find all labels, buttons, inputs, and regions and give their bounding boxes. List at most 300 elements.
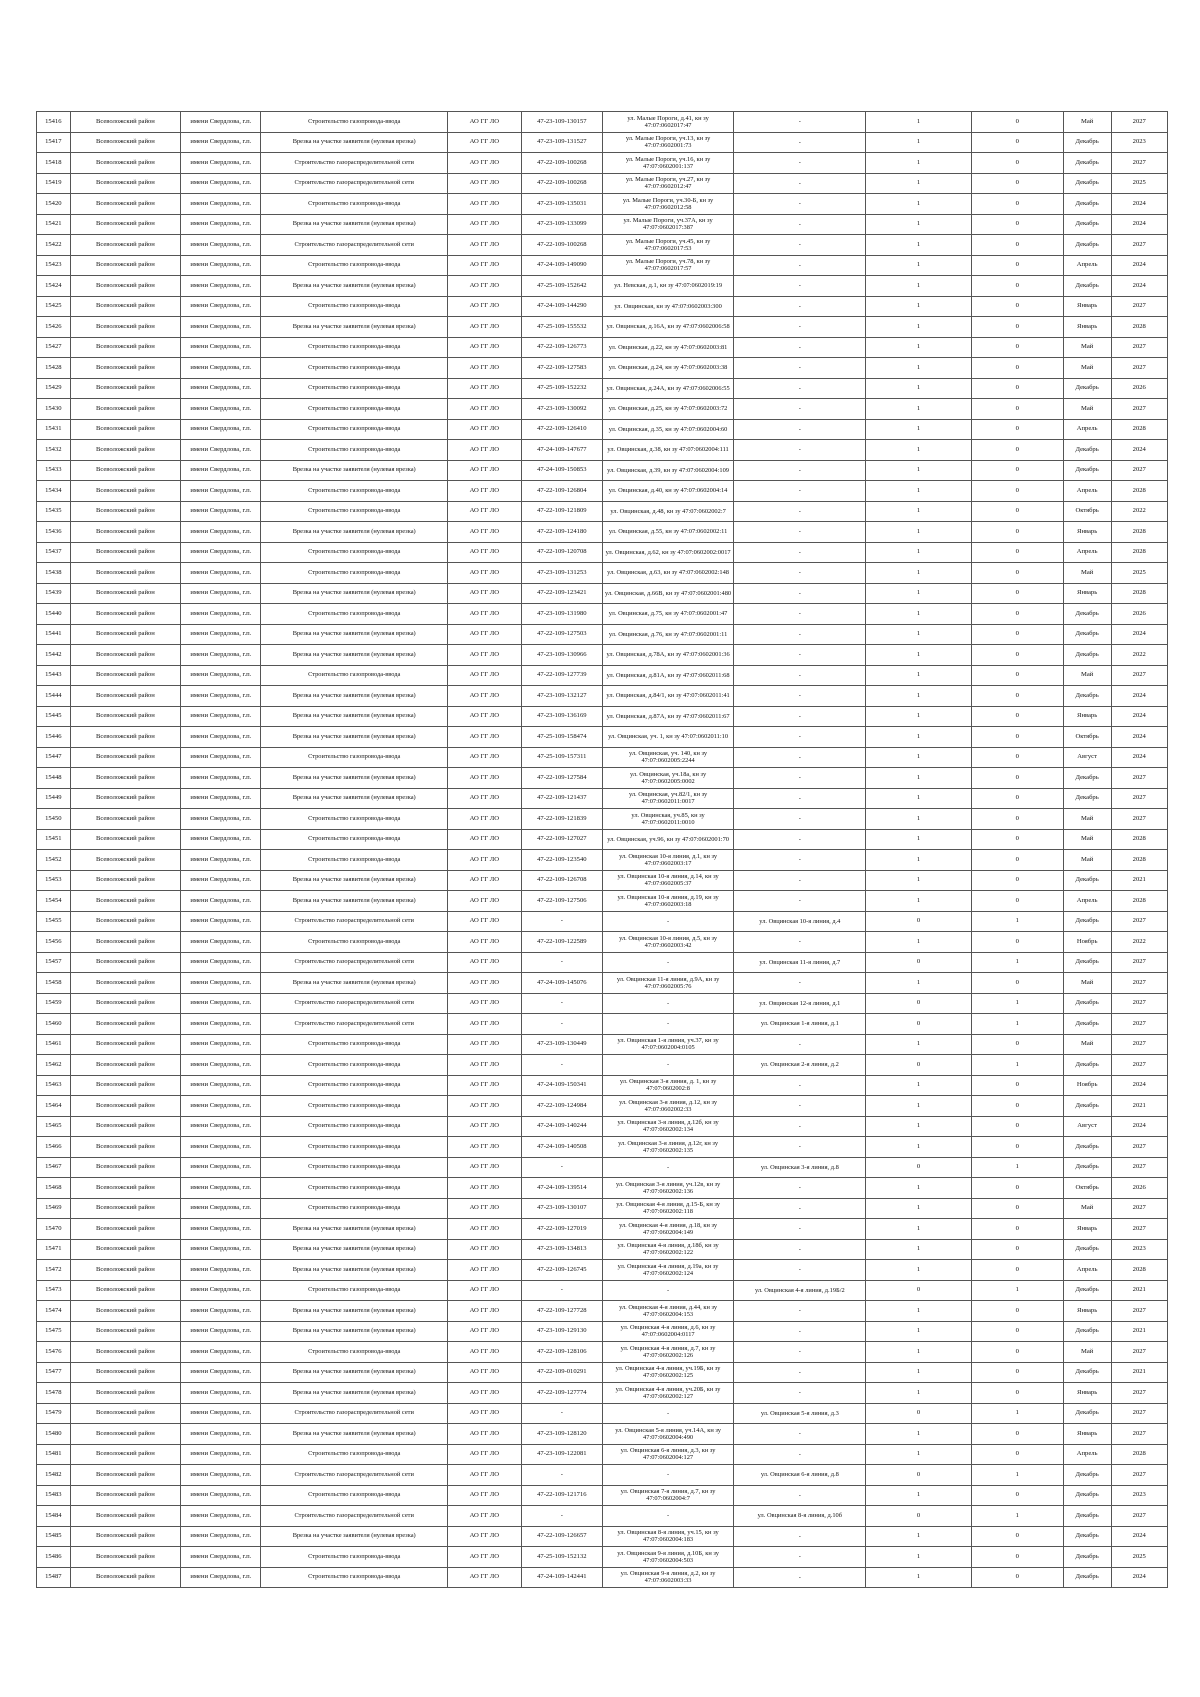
district-cell: Всеволожский район	[70, 153, 181, 174]
count-b-cell: 0	[971, 214, 1063, 235]
object-address-cell: -	[734, 829, 866, 850]
table-row	[37, 952, 1168, 973]
row-number-cell: 15444	[37, 686, 71, 707]
count-a-cell: 1	[866, 501, 971, 522]
table-row	[37, 686, 1168, 707]
table-row	[37, 1342, 1168, 1363]
month-cell: Май	[1063, 337, 1111, 358]
application-number-cell: 47-24-109-147677	[521, 440, 602, 461]
work-type-cell: Врезка на участке заявителя (нулевая врезка)	[261, 788, 448, 809]
work-type-cell: Строительство газораспределительной сети	[261, 153, 448, 174]
table-row	[37, 809, 1168, 830]
object-address-cell: -	[734, 1178, 866, 1199]
row-number-cell: 15448	[37, 768, 71, 789]
year-cell: 2021	[1111, 1280, 1168, 1301]
district-cell: Всеволожский район	[70, 481, 181, 502]
count-b-cell: 1	[971, 1280, 1063, 1301]
object-address-cell: -	[734, 1219, 866, 1240]
year-cell: 2028	[1111, 542, 1168, 563]
settlement-cell: имени Свердлова, г.п.	[181, 399, 261, 420]
month-cell: Декабрь	[1063, 132, 1111, 153]
count-a-cell: 1	[866, 645, 971, 666]
year-cell: 2027	[1111, 337, 1168, 358]
row-number-cell: 15464	[37, 1096, 71, 1117]
year-cell: 2028	[1111, 522, 1168, 543]
count-a-cell: 1	[866, 686, 971, 707]
address-cadastral-cell: ул. Овцинская 1-я линия, уч.37, кн зу 47:07:0602004:0105	[602, 1034, 733, 1055]
district-cell: Всеволожский район	[70, 419, 181, 440]
organization-cell: АО ГГ ЛО	[447, 1075, 521, 1096]
settlement-cell: имени Свердлова, г.п.	[181, 665, 261, 686]
application-number-cell: -	[521, 1280, 602, 1301]
work-type-cell: Строительство газопровода-ввода	[261, 255, 448, 276]
count-a-cell: 1	[866, 850, 971, 871]
work-type-cell: Строительство газопровода-ввода	[261, 112, 448, 133]
row-number-cell: 15427	[37, 337, 71, 358]
settlement-cell: имени Свердлова, г.п.	[181, 1383, 261, 1404]
count-b-cell: 1	[971, 952, 1063, 973]
table-row	[37, 1280, 1168, 1301]
year-cell: 2025	[1111, 1547, 1168, 1568]
year-cell: 2027	[1111, 1301, 1168, 1322]
work-type-cell: Строительство газопровода-ввода	[261, 1075, 448, 1096]
table-row	[37, 399, 1168, 420]
count-a-cell: 1	[866, 1178, 971, 1199]
object-address-cell: -	[734, 440, 866, 461]
row-number-cell: 15460	[37, 1014, 71, 1035]
count-b-cell: 0	[971, 1444, 1063, 1465]
address-cadastral-cell: ул. Овцинская, д.24, кн зу 47:07:0602003:38	[602, 358, 733, 379]
settlement-cell: имени Свердлова, г.п.	[181, 214, 261, 235]
count-b-cell: 0	[971, 973, 1063, 994]
application-number-cell: -	[521, 1055, 602, 1076]
settlement-cell: имени Свердлова, г.п.	[181, 1424, 261, 1445]
row-number-cell: 15432	[37, 440, 71, 461]
address-cadastral-cell: ул. Овцинская, д.66В, кн зу 47:07:0602001:480	[602, 583, 733, 604]
object-address-cell: -	[734, 1301, 866, 1322]
count-a-cell: 1	[866, 563, 971, 584]
organization-cell: АО ГГ ЛО	[447, 870, 521, 891]
organization-cell: АО ГГ ЛО	[447, 317, 521, 338]
organization-cell: АО ГГ ЛО	[447, 583, 521, 604]
year-cell: 2024	[1111, 440, 1168, 461]
settlement-cell: имени Свердлова, г.п.	[181, 809, 261, 830]
year-cell: 2027	[1111, 296, 1168, 317]
table-row	[37, 891, 1168, 912]
count-a-cell: 0	[866, 993, 971, 1014]
table-row	[37, 1547, 1168, 1568]
organization-cell: АО ГГ ЛО	[447, 214, 521, 235]
district-cell: Всеволожский район	[70, 624, 181, 645]
district-cell: Всеволожский район	[70, 440, 181, 461]
application-number-cell: -	[521, 1403, 602, 1424]
district-cell: Всеволожский район	[70, 337, 181, 358]
work-type-cell: Строительство газопровода-ввода	[261, 809, 448, 830]
count-b-cell: 0	[971, 112, 1063, 133]
table-row	[37, 522, 1168, 543]
address-cadastral-cell: ул. Овцинская, д.78А, кн зу 47:07:0602001:36	[602, 645, 733, 666]
object-address-cell: -	[734, 1444, 866, 1465]
work-type-cell: Строительство газораспределительной сети	[261, 1403, 448, 1424]
organization-cell: АО ГГ ЛО	[447, 255, 521, 276]
object-address-cell: -	[734, 1485, 866, 1506]
count-a-cell: 1	[866, 112, 971, 133]
row-number-cell: 15480	[37, 1424, 71, 1445]
month-cell: Декабрь	[1063, 153, 1111, 174]
organization-cell: АО ГГ ЛО	[447, 1362, 521, 1383]
row-number-cell: 15485	[37, 1526, 71, 1547]
count-b-cell: 0	[971, 235, 1063, 256]
address-cadastral-cell: ул. Овцинская, д.87А, кн зу 47:07:0602011:67	[602, 706, 733, 727]
row-number-cell: 15418	[37, 153, 71, 174]
object-address-cell: ул. Овцинская 6-я линия, д.8	[734, 1465, 866, 1486]
district-cell: Всеволожский район	[70, 665, 181, 686]
address-cadastral-cell: ул. Малые Пороги, уч.45, кн зу 47:07:0602017:53	[602, 235, 733, 256]
object-address-cell: -	[734, 153, 866, 174]
table-row	[37, 481, 1168, 502]
work-type-cell: Врезка на участке заявителя (нулевая врезка)	[261, 1260, 448, 1281]
table-row	[37, 604, 1168, 625]
settlement-cell: имени Свердлова, г.п.	[181, 973, 261, 994]
object-address-cell: -	[734, 1075, 866, 1096]
address-cadastral-cell: ул. Овцинская 8-я линия, уч.15, кн зу 47:07:0602004:183	[602, 1526, 733, 1547]
application-number-cell: -	[521, 993, 602, 1014]
work-type-cell: Строительство газопровода-ввода	[261, 419, 448, 440]
organization-cell: АО ГГ ЛО	[447, 665, 521, 686]
count-a-cell: 1	[866, 1321, 971, 1342]
district-cell: Всеволожский район	[70, 112, 181, 133]
application-number-cell: 47-23-109-129130	[521, 1321, 602, 1342]
count-a-cell: 1	[866, 624, 971, 645]
address-cadastral-cell: ул. Малые Пороги, уч.27, кн зу 47:07:0602012:47	[602, 173, 733, 194]
month-cell: Январь	[1063, 317, 1111, 338]
application-number-cell: 47-23-109-122081	[521, 1444, 602, 1465]
application-number-cell: 47-22-109-126410	[521, 419, 602, 440]
month-cell: Апрель	[1063, 891, 1111, 912]
month-cell: Декабрь	[1063, 1239, 1111, 1260]
year-cell: 2027	[1111, 460, 1168, 481]
object-address-cell: -	[734, 419, 866, 440]
settlement-cell: имени Свердлова, г.п.	[181, 624, 261, 645]
table-row	[37, 378, 1168, 399]
object-address-cell: -	[734, 214, 866, 235]
row-number-cell: 15417	[37, 132, 71, 153]
district-cell: Всеволожский район	[70, 1075, 181, 1096]
district-cell: Всеволожский район	[70, 706, 181, 727]
month-cell: Декабрь	[1063, 993, 1111, 1014]
count-a-cell: 1	[866, 1260, 971, 1281]
district-cell: Всеволожский район	[70, 973, 181, 994]
application-number-cell: 47-24-109-140508	[521, 1137, 602, 1158]
month-cell: Май	[1063, 1342, 1111, 1363]
settlement-cell: имени Свердлова, г.п.	[181, 317, 261, 338]
application-number-cell: 47-23-109-131527	[521, 132, 602, 153]
month-cell: Декабрь	[1063, 768, 1111, 789]
settlement-cell: имени Свердлова, г.п.	[181, 1178, 261, 1199]
count-b-cell: 0	[971, 1034, 1063, 1055]
count-b-cell: 0	[971, 419, 1063, 440]
settlement-cell: имени Свердлова, г.п.	[181, 358, 261, 379]
address-cadastral-cell: -	[602, 1506, 733, 1527]
month-cell: Август	[1063, 747, 1111, 768]
row-number-cell: 15420	[37, 194, 71, 215]
object-address-cell: -	[734, 645, 866, 666]
month-cell: Декабрь	[1063, 1547, 1111, 1568]
object-address-cell: -	[734, 809, 866, 830]
month-cell: Декабрь	[1063, 1321, 1111, 1342]
table-row	[37, 1075, 1168, 1096]
address-cadastral-cell: ул. Овцинская 3-я линия, уч.12в, кн зу 47:07:0602002:136	[602, 1178, 733, 1199]
row-number-cell: 15478	[37, 1383, 71, 1404]
application-number-cell: 47-22-109-127506	[521, 891, 602, 912]
year-cell: 2027	[1111, 1055, 1168, 1076]
object-address-cell: -	[734, 1096, 866, 1117]
count-a-cell: 1	[866, 1075, 971, 1096]
table-row	[37, 747, 1168, 768]
table-row	[37, 932, 1168, 953]
year-cell: 2027	[1111, 399, 1168, 420]
count-b-cell: 0	[971, 1116, 1063, 1137]
address-cadastral-cell: ул. Овцинская 10-я линия, д.14, кн зу 47:07:0602005:37	[602, 870, 733, 891]
address-cadastral-cell: ул. Овцинская, д.40, кн зу 47:07:0602004:14	[602, 481, 733, 502]
work-type-cell: Врезка на участке заявителя (нулевая врезка)	[261, 317, 448, 338]
application-number-cell: 47-23-109-132127	[521, 686, 602, 707]
district-cell: Всеволожский район	[70, 358, 181, 379]
month-cell: Декабрь	[1063, 1506, 1111, 1527]
year-cell: 2024	[1111, 1526, 1168, 1547]
count-b-cell: 0	[971, 1198, 1063, 1219]
work-type-cell: Строительство газопровода-ввода	[261, 563, 448, 584]
year-cell: 2024	[1111, 1567, 1168, 1588]
object-address-cell: -	[734, 706, 866, 727]
table-row	[37, 1465, 1168, 1486]
organization-cell: АО ГГ ЛО	[447, 235, 521, 256]
count-b-cell: 0	[971, 870, 1063, 891]
year-cell: 2027	[1111, 665, 1168, 686]
count-a-cell: 1	[866, 522, 971, 543]
month-cell: Август	[1063, 1116, 1111, 1137]
count-a-cell: 1	[866, 173, 971, 194]
year-cell: 2028	[1111, 829, 1168, 850]
row-number-cell: 15465	[37, 1116, 71, 1137]
organization-cell: АО ГГ ЛО	[447, 645, 521, 666]
object-address-cell: -	[734, 460, 866, 481]
organization-cell: АО ГГ ЛО	[447, 1116, 521, 1137]
count-b-cell: 0	[971, 1219, 1063, 1240]
row-number-cell: 15473	[37, 1280, 71, 1301]
object-address-cell: -	[734, 850, 866, 871]
organization-cell: АО ГГ ЛО	[447, 1137, 521, 1158]
year-cell: 2021	[1111, 1096, 1168, 1117]
organization-cell: АО ГГ ЛО	[447, 153, 521, 174]
organization-cell: АО ГГ ЛО	[447, 378, 521, 399]
month-cell: Май	[1063, 973, 1111, 994]
row-number-cell: 15474	[37, 1301, 71, 1322]
year-cell: 2024	[1111, 1075, 1168, 1096]
object-address-cell: ул. Овцинская 4-я линия, д.19Б/2	[734, 1280, 866, 1301]
month-cell: Декабрь	[1063, 460, 1111, 481]
application-number-cell: 47-22-109-122589	[521, 932, 602, 953]
year-cell: 2021	[1111, 1321, 1168, 1342]
row-number-cell: 15422	[37, 235, 71, 256]
organization-cell: АО ГГ ЛО	[447, 1383, 521, 1404]
table-row	[37, 194, 1168, 215]
district-cell: Всеволожский район	[70, 1403, 181, 1424]
month-cell: Январь	[1063, 296, 1111, 317]
address-cadastral-cell: ул. Овцинская, д.35, кн зу 47:07:0602004:60	[602, 419, 733, 440]
organization-cell: АО ГГ ЛО	[447, 419, 521, 440]
table-row	[37, 973, 1168, 994]
work-type-cell: Строительство газораспределительной сети	[261, 173, 448, 194]
address-cadastral-cell: ул. Овцинская 4-я линия, д.15-Б, кн зу 47:07:0602002:118	[602, 1198, 733, 1219]
row-number-cell: 15457	[37, 952, 71, 973]
count-a-cell: 1	[866, 1526, 971, 1547]
work-type-cell: Врезка на участке заявителя (нулевая врезка)	[261, 1301, 448, 1322]
count-b-cell: 0	[971, 809, 1063, 830]
application-number-cell: 47-23-109-133099	[521, 214, 602, 235]
table-row	[37, 1239, 1168, 1260]
count-b-cell: 0	[971, 747, 1063, 768]
work-type-cell: Строительство газопровода-ввода	[261, 337, 448, 358]
application-number-cell: 47-22-109-127739	[521, 665, 602, 686]
settlement-cell: имени Свердлова, г.п.	[181, 645, 261, 666]
month-cell: Апрель	[1063, 1444, 1111, 1465]
settlement-cell: имени Свердлова, г.п.	[181, 460, 261, 481]
object-address-cell: -	[734, 112, 866, 133]
settlement-cell: имени Свердлова, г.п.	[181, 481, 261, 502]
table-row	[37, 1178, 1168, 1199]
work-type-cell: Врезка на участке заявителя (нулевая врезка)	[261, 624, 448, 645]
organization-cell: АО ГГ ЛО	[447, 1342, 521, 1363]
district-cell: Всеволожский район	[70, 173, 181, 194]
count-a-cell: 1	[866, 296, 971, 317]
settlement-cell: имени Свердлова, г.п.	[181, 788, 261, 809]
district-cell: Всеволожский район	[70, 1034, 181, 1055]
district-cell: Всеволожский район	[70, 296, 181, 317]
year-cell: 2026	[1111, 378, 1168, 399]
row-number-cell: 15446	[37, 727, 71, 748]
organization-cell: АО ГГ ЛО	[447, 132, 521, 153]
work-type-cell: Врезка на участке заявителя (нулевая врезка)	[261, 214, 448, 235]
table-row	[37, 235, 1168, 256]
year-cell: 2027	[1111, 1465, 1168, 1486]
organization-cell: АО ГГ ЛО	[447, 542, 521, 563]
count-a-cell: 1	[866, 870, 971, 891]
district-cell: Всеволожский район	[70, 1485, 181, 1506]
year-cell: 2023	[1111, 1485, 1168, 1506]
object-address-cell: -	[734, 604, 866, 625]
month-cell: Январь	[1063, 583, 1111, 604]
address-cadastral-cell: ул. Малые Пороги, уч.16, кн зу 47:07:0602001:137	[602, 153, 733, 174]
row-number-cell: 15486	[37, 1547, 71, 1568]
settlement-cell: имени Свердлова, г.п.	[181, 1055, 261, 1076]
district-cell: Всеволожский район	[70, 829, 181, 850]
settlement-cell: имени Свердлова, г.п.	[181, 1239, 261, 1260]
month-cell: Декабрь	[1063, 1014, 1111, 1035]
district-cell: Всеволожский район	[70, 1321, 181, 1342]
address-cadastral-cell: -	[602, 911, 733, 932]
application-number-cell: 47-23-109-130157	[521, 112, 602, 133]
month-cell: Декабрь	[1063, 645, 1111, 666]
table-row	[37, 153, 1168, 174]
month-cell: Декабрь	[1063, 686, 1111, 707]
work-type-cell: Врезка на участке заявителя (нулевая врезка)	[261, 276, 448, 297]
year-cell: 2024	[1111, 706, 1168, 727]
settlement-cell: имени Свердлова, г.п.	[181, 870, 261, 891]
count-a-cell: 1	[866, 768, 971, 789]
count-b-cell: 0	[971, 542, 1063, 563]
settlement-cell: имени Свердлова, г.п.	[181, 952, 261, 973]
month-cell: Май	[1063, 112, 1111, 133]
row-number-cell: 15472	[37, 1260, 71, 1281]
year-cell: 2024	[1111, 214, 1168, 235]
address-cadastral-cell: ул. Овцинская, уч.18а, кн зу 47:07:0602005:0002	[602, 768, 733, 789]
work-type-cell: Строительство газопровода-ввода	[261, 1034, 448, 1055]
count-b-cell: 0	[971, 1260, 1063, 1281]
count-b-cell: 1	[971, 1403, 1063, 1424]
work-type-cell: Строительство газопровода-ввода	[261, 399, 448, 420]
work-type-cell: Строительство газопровода-ввода	[261, 358, 448, 379]
organization-cell: АО ГГ ЛО	[447, 1260, 521, 1281]
district-cell: Всеволожский район	[70, 1383, 181, 1404]
count-a-cell: 1	[866, 1096, 971, 1117]
month-cell: Май	[1063, 1198, 1111, 1219]
row-number-cell: 15469	[37, 1198, 71, 1219]
count-a-cell: 1	[866, 419, 971, 440]
work-type-cell: Строительство газораспределительной сети	[261, 1465, 448, 1486]
settlement-cell: имени Свердлова, г.п.	[181, 1260, 261, 1281]
year-cell: 2028	[1111, 1260, 1168, 1281]
district-cell: Всеволожский район	[70, 768, 181, 789]
year-cell: 2021	[1111, 1362, 1168, 1383]
address-cadastral-cell: ул. Овцинская, д.84/1, кн зу 47:07:0602011:41	[602, 686, 733, 707]
application-number-cell: 47-23-109-131253	[521, 563, 602, 584]
year-cell: 2024	[1111, 255, 1168, 276]
count-b-cell: 0	[971, 850, 1063, 871]
work-type-cell: Строительство газораспределительной сети	[261, 1506, 448, 1527]
work-type-cell: Врезка на участке заявителя (нулевая врезка)	[261, 727, 448, 748]
work-type-cell: Строительство газопровода-ввода	[261, 1547, 448, 1568]
count-b-cell: 0	[971, 583, 1063, 604]
year-cell: 2026	[1111, 604, 1168, 625]
year-cell: 2027	[1111, 1424, 1168, 1445]
year-cell: 2027	[1111, 1219, 1168, 1240]
work-type-cell: Строительство газопровода-ввода	[261, 932, 448, 953]
year-cell: 2027	[1111, 1383, 1168, 1404]
row-number-cell: 15434	[37, 481, 71, 502]
count-a-cell: 1	[866, 153, 971, 174]
object-address-cell: -	[734, 624, 866, 645]
settlement-cell: имени Свердлова, г.п.	[181, 1547, 261, 1568]
row-number-cell: 15449	[37, 788, 71, 809]
address-cadastral-cell: ул. Малые Пороги, уч.30-Б, кн зу 47:07:0602012:58	[602, 194, 733, 215]
application-number-cell: 47-23-109-130092	[521, 399, 602, 420]
object-address-cell: ул. Овцинская 10-я линия, д.4	[734, 911, 866, 932]
application-number-cell: 47-23-109-131980	[521, 604, 602, 625]
year-cell: 2026	[1111, 1178, 1168, 1199]
table-row	[37, 727, 1168, 748]
count-b-cell: 0	[971, 1178, 1063, 1199]
organization-cell: АО ГГ ЛО	[447, 563, 521, 584]
object-address-cell: -	[734, 1547, 866, 1568]
object-address-cell: ул. Овцинская 11-я линия, д.7	[734, 952, 866, 973]
count-a-cell: 1	[866, 1567, 971, 1588]
row-number-cell: 15429	[37, 378, 71, 399]
count-a-cell: 1	[866, 317, 971, 338]
year-cell: 2027	[1111, 993, 1168, 1014]
object-address-cell: -	[734, 1321, 866, 1342]
count-a-cell: 1	[866, 809, 971, 830]
